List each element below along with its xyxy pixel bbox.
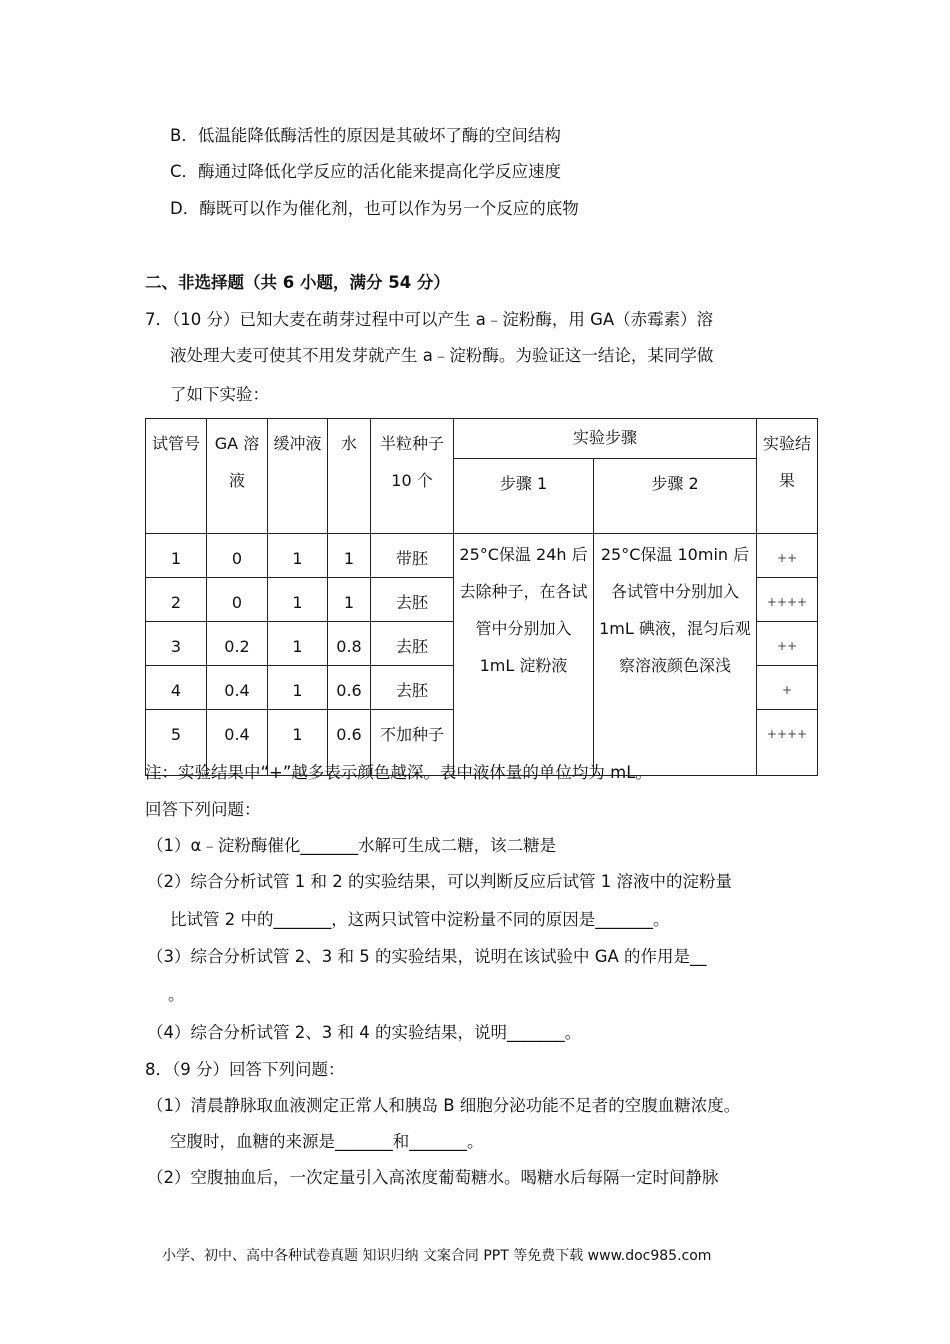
cell: 1 [146,534,207,578]
cell: 3 [146,622,207,666]
cell: 1 [268,710,328,776]
cell: 0.6 [328,666,371,710]
q7-sub2-cont: 比试管 2 中的_______，这两只试管中淀粉量不同的原因是_______。 [170,910,670,929]
table-note: 注：实验结果中“+”越多表示颜色越深。表中液体量的单位均为 mL。 [145,763,652,782]
step2-cell: 25°C保温 10min 后各试管中分别加入 1mL 碘液，混匀后观察溶液颜色深浅 [594,534,757,776]
q7-line: 了如下实验： [170,385,269,404]
q7-sub1: （1）α﹣淀粉酶催化_______水解可生成二糖，该二糖是 [147,836,557,855]
cell: 1 [268,622,328,666]
option-d: D．酶既可以作为催化剂，也可以作为另一个反应的底物 [170,199,579,218]
th-water: 水 [328,419,371,534]
th-steps: 实验步骤 [454,419,757,459]
cell: 5 [146,710,207,776]
q7-sub3-cont: 。 [168,985,185,1004]
cell: 1 [268,534,328,578]
cell: 4 [146,666,207,710]
th-result: 实验结果 [757,419,818,534]
prompt: 回答下列问题： [145,800,261,819]
q8-sub1: （1）清晨静脉取血液测定正常人和胰岛 B 细胞分泌功能不足者的空腹血糖浓度。 [147,1096,741,1115]
result-cell: ++++ [757,578,818,622]
cell: 0 [207,534,268,578]
table-row [146,534,818,578]
cell: 去胚 [371,622,454,666]
th-tube: 试管号 [146,419,207,534]
cell: 带胚 [371,534,454,578]
q7-sub3: （3）综合分析试管 2、3 和 5 的实验结果，说明在该试验中 GA 的作用是__ [147,947,707,966]
cell: 0.8 [328,622,371,666]
cell: 0.4 [207,710,268,776]
page-footer: 小学、初中、高中各种试卷真题 知识归纳 文案合同 PPT 等免费下载 www.doc985.com [162,1248,712,1264]
result-cell: + [757,666,818,710]
cell: 1 [268,578,328,622]
result-cell: ++ [757,622,818,666]
th-step1: 步骤 1 [454,459,594,534]
cell: 1 [328,534,371,578]
q8-sub2: （2）空腹抽血后，一次定量引入高浓度葡萄糖水。喝糖水后每隔一定时间静脉 [147,1168,719,1187]
result-cell: ++++ [757,710,818,776]
cell: 0.2 [207,622,268,666]
q7-line: 液处理大麦可使其不用发芽就产生 a﹣淀粉酶。为验证这一结论，某同学做 [170,346,714,365]
section-heading: 二、非选择题（共 6 小题，满分 54 分） [145,273,450,292]
th-step2: 步骤 2 [594,459,757,534]
cell: 1 [268,666,328,710]
q8-sub1-cont: 空腹时，血糖的来源是_______和_______。 [170,1132,484,1151]
th-ga: GA 溶液 [207,419,268,534]
step1-cell: 25°C保温 24h 后去除种子，在各试管中分别加入 1mL 淀粉液 [454,534,594,776]
option-b: B．低温能降低酶活性的原因是其破坏了酶的空间结构 [170,126,561,145]
q7-line: 7．（10 分）已知大麦在萌芽过程中可以产生 a﹣淀粉酶，用 GA（赤霉素）溶 [145,310,714,329]
cell: 1 [328,578,371,622]
cell: 不加种子 [371,710,454,776]
experiment-table [145,418,818,776]
q7-sub4: （4）综合分析试管 2、3 和 4 的实验结果，说明_______。 [147,1023,582,1042]
th-seeds: 半粒种子10 个 [371,419,454,534]
q8-title: 8．（9 分）回答下列问题： [145,1060,345,1079]
q7-sub2: （2）综合分析试管 1 和 2 的实验结果，可以判断反应后试管 1 溶液中的淀粉量 [147,872,732,891]
cell: 2 [146,578,207,622]
cell: 0.6 [328,710,371,776]
option-c: C．酶通过降低化学反应的活化能来提高化学反应速度 [170,162,562,181]
cell: 0.4 [207,666,268,710]
th-buffer: 缓冲液 [268,419,328,534]
cell: 0 [207,578,268,622]
cell: 去胚 [371,666,454,710]
cell: 去胚 [371,578,454,622]
result-cell: ++ [757,534,818,578]
